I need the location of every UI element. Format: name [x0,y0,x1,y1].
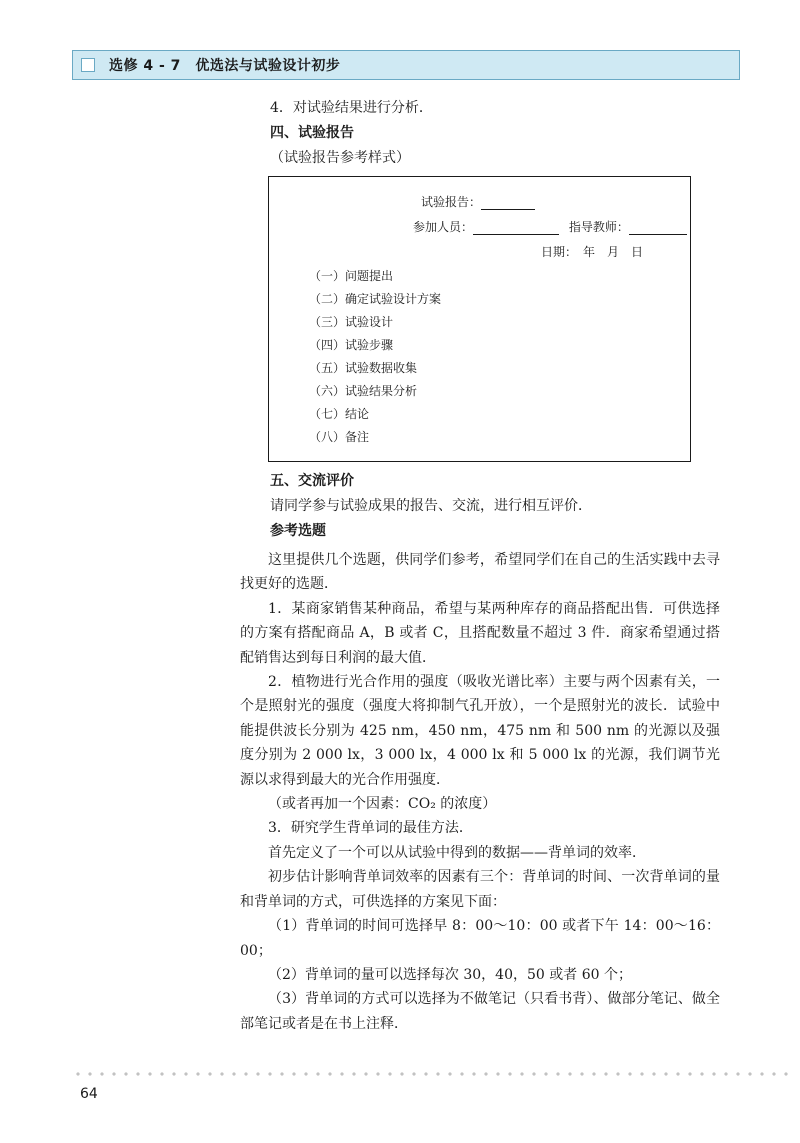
participants-label: 参加人员： [413,220,474,234]
option-3: （3）背单词的方式可以选择为不做笔记（只看书背）、做部分笔记、做全部笔记或者是在书上注释． [240,991,720,1032]
topics-intro: 这里提供几个选题，供同学们参考，希望同学们在自己的生活实践中去寻找更好的选题． [240,552,720,593]
topic-3-factors: 初步估计影响背单词效率的因素有三个：背单词的时间、一次背单词的量和背单词的方式，可供选择的方案见下面： [240,869,720,910]
teacher-label: 指导教师： [568,220,629,234]
topics-title: 参考选题 [270,523,326,539]
section-5-title: 五、交流评价 [270,473,354,489]
topic-1: 1．某商家销售某种商品，希望与某两种库存的商品搭配出售．可供选择的方案有搭配商品 A，B 或者 C，且搭配数量不超过 3 件．商家希望通过搭配销售达到每日利润的最大值． [240,600,720,666]
report-template-box [268,176,691,462]
report-item: （八）备注 [309,430,370,444]
option-2: （2）背单词的量可以选择每次 30，40，50 或者 60 个； [268,966,632,983]
participants-blank [473,222,559,235]
report-item: （一）问题提出 [309,269,394,283]
report-title-label: 试验报告： [421,195,482,209]
report-item: （四）试验步骤 [309,338,394,352]
top-content [270,96,720,170]
topics-body [240,548,720,1036]
date-row: 日期： 年 月 日 [541,245,644,259]
report-item: （二）确定试验设计方案 [309,292,442,306]
participants-row [413,218,687,235]
chapter-header [72,50,740,80]
topic-2-note: （或者再加一个因素：CO₂ 的浓度） [268,796,497,813]
footer-dotted-divider [72,1071,792,1077]
chapter-title: 选修 4 - 7 优选法与试验设计初步 [109,58,341,74]
topic-3: 3．研究学生背单词的最佳方法． [268,820,473,837]
option-1: （1）背单词的时间可选择早 8：00～10：00 或者下午 14：00～16：00； [240,918,720,959]
teacher-blank [629,222,687,235]
page-number: 64 [80,1086,98,1102]
header-square-icon [81,58,95,72]
item-4: 4．对试验结果进行分析． [270,100,433,116]
section-5-text: 请同学参与试验成果的报告、交流，进行相互评价． [270,498,592,514]
report-item: （五）试验数据收集 [309,361,418,375]
report-title-row [421,193,535,210]
report-item: （三）试验设计 [309,315,394,329]
report-title-blank [481,197,535,210]
topic-3-definition: 首先定义了一个可以从试验中得到的数据——背单词的效率． [268,844,646,861]
report-item: （七）结论 [309,407,370,421]
section-4-title: 四、试验报告 [270,125,354,141]
sample-note: （试验报告参考样式） [270,150,410,166]
section-5 [270,468,720,544]
report-item: （六）试验结果分析 [309,384,418,398]
topic-2: 2．植物进行光合作用的强度（吸收光谱比率）主要与两个因素有关，一个是照射光的强度（强度大将抑制气孔开放），一个是照射光的波长．试验中能提供波长分别为 425 nm，450 nm，475 nm 和 500 nm 的光源以及强度分别为 2 000 lx，3 000 lx，4 000 lx 和 5 000 lx 的光源，我们调节光源以求得到最大的光合作用强度． [240,674,720,788]
